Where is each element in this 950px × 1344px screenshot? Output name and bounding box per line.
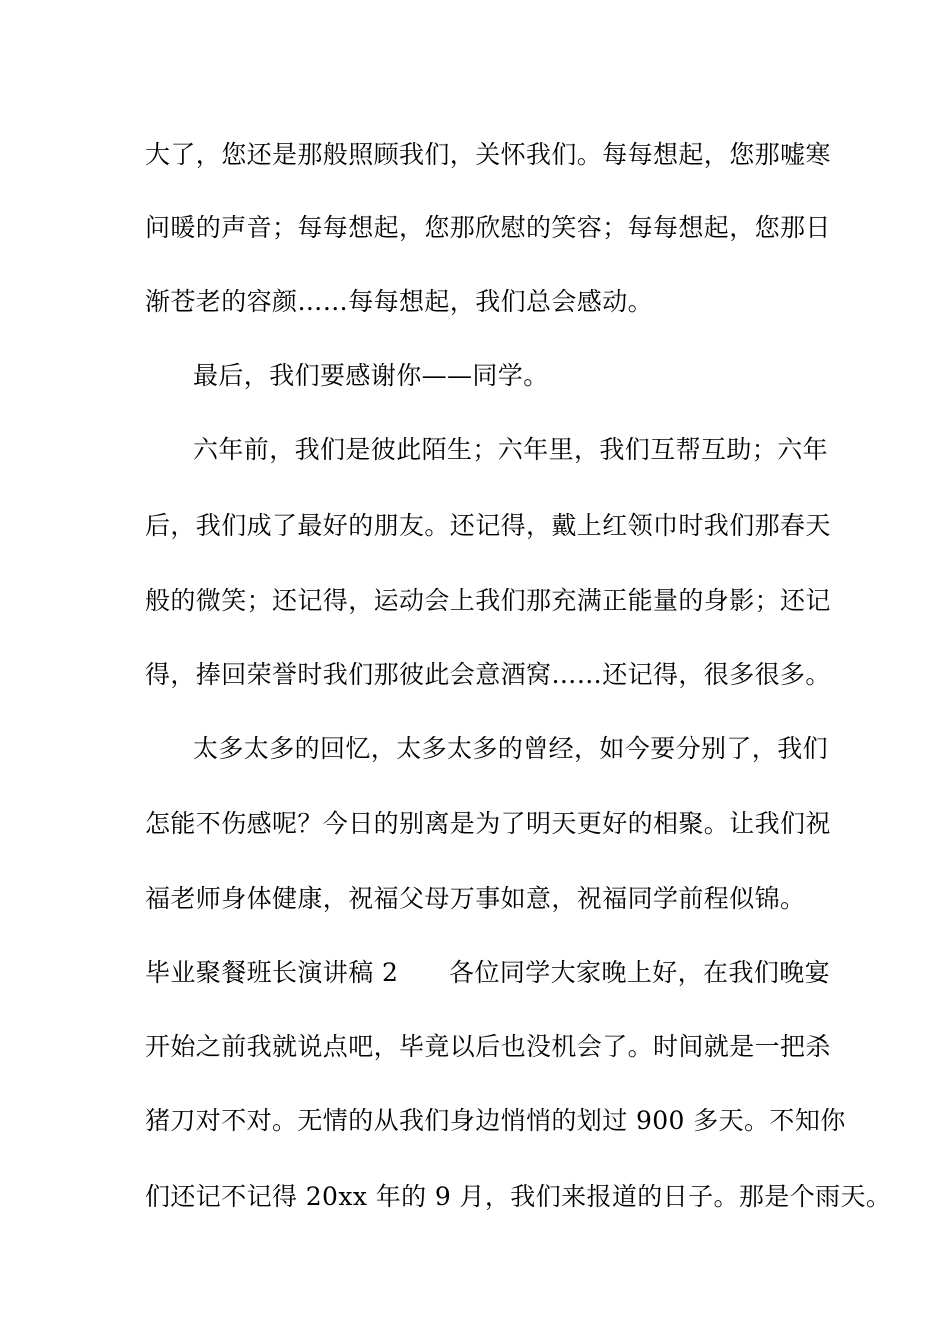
text-line: 们还记不记得 20xx 年的 9 月，我们来报道的日子。那是个雨天。	[145, 1182, 892, 1211]
text-line: 般的微笑；还记得，运动会上我们那充满正能量的身影；还记	[145, 586, 831, 615]
text-line: 猪刀对不对。无情的从我们身边悄悄的划过 900 多天。不知你	[145, 1106, 846, 1135]
text-line: 太多太多的回忆，太多太多的曾经，如今要分别了，我们	[193, 734, 829, 763]
text-line: 后，我们成了最好的朋友。还记得，戴上红领巾时我们那春天	[145, 511, 831, 540]
text-line: 最后，我们要感谢你——同学。	[193, 361, 549, 390]
text-line: 怎能不伤感呢？今日的别离是为了明天更好的相聚。让我们祝	[145, 809, 831, 838]
text-line: 问暖的声音；每每想起，您那欣慰的笑容；每每想起，您那日	[145, 213, 831, 242]
text-line: 开始之前我就说点吧，毕竟以后也没机会了。时间就是一把杀	[145, 1032, 831, 1061]
text-line: 大了，您还是那般照顾我们，关怀我们。每每想起，您那嘘寒	[145, 140, 831, 169]
text-line: 渐苍老的容颜……每每想起，我们总会感动。	[145, 287, 654, 316]
text-line: 毕业聚餐班长演讲稿 2 各位同学大家晚上好，在我们晚宴	[145, 958, 831, 987]
text-line: 福老师身体健康，祝福父母万事如意，祝福同学前程似锦。	[145, 884, 806, 913]
text-line: 六年前，我们是彼此陌生；六年里，我们互帮互助；六年	[193, 435, 829, 464]
text-line: 得，捧回荣誉时我们那彼此会意酒窝……还记得，很多很多。	[145, 660, 831, 689]
